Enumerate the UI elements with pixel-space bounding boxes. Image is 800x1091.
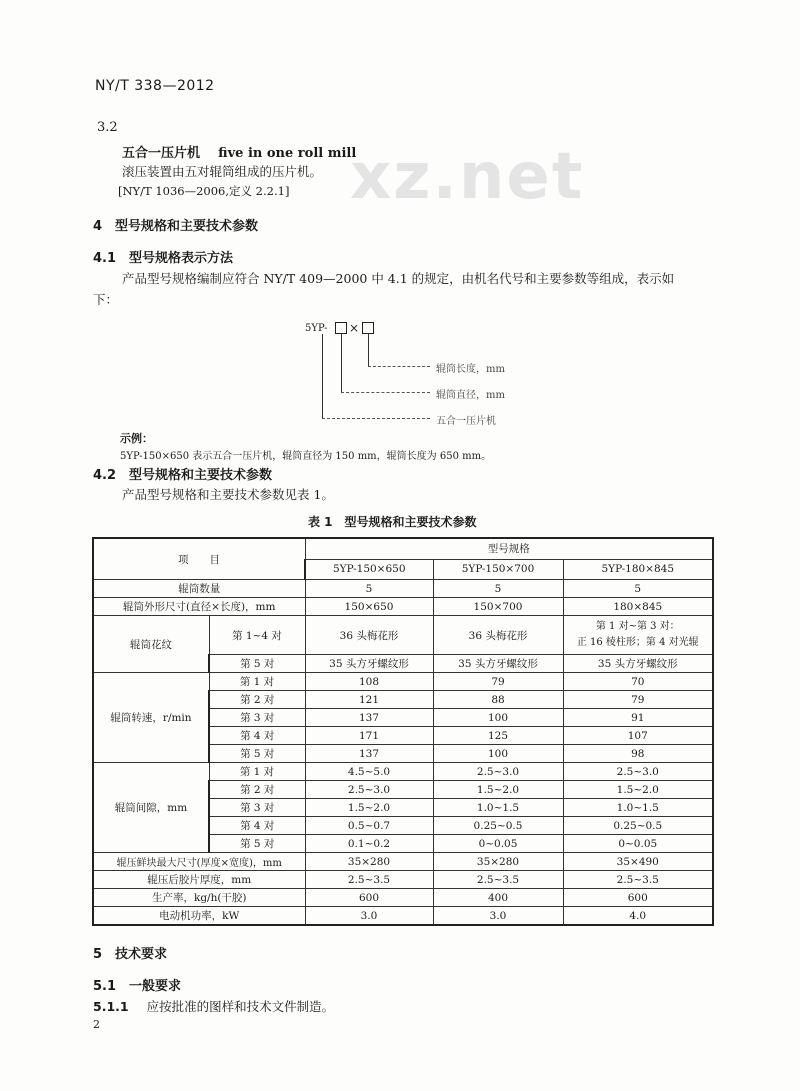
watermark: xz.net bbox=[350, 140, 585, 214]
row-label: 辊筒外形尺寸(直径×长度)，mm bbox=[93, 598, 305, 616]
running-header: NY/T 338—2012 bbox=[95, 78, 215, 94]
table-cell: 5 bbox=[433, 580, 563, 598]
pattern-text-line2: 正 16 棱柱形；第 4 对光辊 bbox=[576, 637, 699, 648]
table-cell: 5 bbox=[563, 580, 713, 598]
header-model-3: 5YP-180×845 bbox=[563, 559, 713, 579]
parameter-box-1 bbox=[335, 322, 347, 334]
row-label: 生产率，kg/h(干胶) bbox=[93, 889, 305, 907]
table-cell: 0~0.05 bbox=[563, 835, 713, 853]
section-4-1-title: 4.1 型号规格表示方法 bbox=[93, 251, 234, 266]
table-cell: 150×650 bbox=[305, 598, 433, 616]
table-cell: 79 bbox=[433, 673, 563, 691]
table-cell: 2.5~3.0 bbox=[433, 763, 563, 781]
table-cell: 0~0.05 bbox=[433, 835, 563, 853]
table-cell: 600 bbox=[563, 889, 713, 907]
table-cell: 35 头方牙螺纹形 bbox=[563, 655, 713, 673]
sub-label: 第 5 对 bbox=[209, 835, 305, 853]
table-cell: 0.5~0.7 bbox=[305, 817, 433, 835]
table-cell: 400 bbox=[433, 889, 563, 907]
sub-label: 第 1 对 bbox=[209, 673, 305, 691]
table-cell: 3.0 bbox=[305, 907, 433, 926]
table-cell: 108 bbox=[305, 673, 433, 691]
table-cell: 0.25~0.5 bbox=[563, 817, 713, 835]
term-chinese: 五合一压片机 bbox=[122, 146, 201, 161]
table-cell: 35×280 bbox=[433, 853, 563, 871]
table-cell: 5 bbox=[305, 580, 433, 598]
table-cell: 2.5~3.0 bbox=[563, 763, 713, 781]
leader-line-1 bbox=[368, 334, 369, 366]
sub-label: 第 3 对 bbox=[209, 799, 305, 817]
table-cell: 0.1~0.2 bbox=[305, 835, 433, 853]
section-5-1-title: 5.1 一般要求 bbox=[93, 979, 182, 994]
sub-label: 第 1~4 对 bbox=[209, 616, 305, 655]
table-cell: 98 bbox=[563, 745, 713, 763]
table-cell: 2.5~3.5 bbox=[305, 871, 433, 889]
table-row bbox=[93, 538, 713, 559]
table-cell: 171 bbox=[305, 727, 433, 745]
label-machine-name: 五合一压片机 bbox=[436, 416, 496, 427]
header-item: 项 目 bbox=[93, 538, 305, 580]
table-cell: 107 bbox=[563, 727, 713, 745]
sub-label: 第 2 对 bbox=[209, 781, 305, 799]
clause-3-2-term bbox=[122, 142, 356, 161]
table-cell: 137 bbox=[305, 709, 433, 727]
table-cell: 36 头梅花形 bbox=[433, 616, 563, 655]
table-cell: 35 头方牙螺纹形 bbox=[305, 655, 433, 673]
leader-line-2 bbox=[341, 334, 342, 392]
table-cell: 35×490 bbox=[563, 853, 713, 871]
table-row bbox=[93, 871, 713, 889]
table-cell: 1.0~1.5 bbox=[433, 799, 563, 817]
row-label: 辊筒转速，r/min bbox=[93, 673, 209, 763]
table-cell: 125 bbox=[433, 727, 563, 745]
example-text: 5YP-150×650 表示五合一压片机，辊筒直径为 150 mm，辊筒长度为 650 mm。 bbox=[120, 451, 492, 462]
table-cell: 1.5~2.0 bbox=[433, 781, 563, 799]
table-cell: 600 bbox=[305, 889, 433, 907]
table-cell bbox=[563, 616, 713, 655]
clause-5-1-1 bbox=[93, 997, 334, 1015]
table-cell: 4.5~5.0 bbox=[305, 763, 433, 781]
row-label: 辊压鲜块最大尺寸(厚度×宽度)，mm bbox=[93, 853, 305, 871]
section-4-1-text-line2: 下： bbox=[93, 292, 119, 307]
table-cell: 91 bbox=[563, 709, 713, 727]
clause-3-2-reference: [NY/T 1036—2006,定义 2.2.1] bbox=[118, 184, 290, 198]
table-cell: 137 bbox=[305, 745, 433, 763]
table-cell: 100 bbox=[433, 709, 563, 727]
sub-label: 第 3 对 bbox=[209, 709, 305, 727]
table-cell: 70 bbox=[563, 673, 713, 691]
table-cell: 2.5~3.5 bbox=[563, 871, 713, 889]
section-5-title: 5 技术要求 bbox=[93, 947, 168, 962]
header-model-group: 型号规格 bbox=[305, 538, 713, 559]
table-row bbox=[93, 907, 713, 926]
clause-3-2-number: 3.2 bbox=[97, 120, 118, 135]
table-cell: 3.0 bbox=[433, 907, 563, 926]
example-title: 示例： bbox=[120, 432, 153, 445]
table-row bbox=[93, 763, 713, 781]
table-cell: 35×280 bbox=[305, 853, 433, 871]
table-row bbox=[93, 616, 713, 655]
label-roll-diameter: 辊筒直径，mm bbox=[436, 390, 505, 401]
leader-line-3 bbox=[322, 334, 323, 418]
row-label: 辊筒间隙，mm bbox=[93, 763, 209, 853]
model-code-prefix: 5YP- bbox=[305, 323, 328, 334]
section-4-1-text-line1: 产品型号规格编制应符合 NY/T 409—2000 中 4.1 的规定，由机名代号和主要参数等组成，表示如 bbox=[122, 271, 675, 286]
parameter-box-2 bbox=[362, 322, 374, 334]
section-4-2-text: 产品型号规格和主要技术参数见表 1。 bbox=[122, 487, 334, 502]
table-cell: 2.5~3.5 bbox=[433, 871, 563, 889]
row-label: 辊压后胶片厚度，mm bbox=[93, 871, 305, 889]
clause-5-1-1-number: 5.1.1 bbox=[93, 999, 129, 1014]
leader-dash-3 bbox=[322, 418, 430, 419]
table-cell: 1.5~2.0 bbox=[563, 781, 713, 799]
times-sign: × bbox=[349, 321, 360, 335]
sub-label: 第 1 对 bbox=[209, 763, 305, 781]
table-row bbox=[93, 889, 713, 907]
table-cell: 0.25~0.5 bbox=[433, 817, 563, 835]
table-cell: 121 bbox=[305, 691, 433, 709]
page-number: 2 bbox=[93, 1018, 100, 1031]
sub-label: 第 5 对 bbox=[209, 655, 305, 673]
table-cell: 150×700 bbox=[433, 598, 563, 616]
table-cell: 180×845 bbox=[563, 598, 713, 616]
sub-label: 第 2 对 bbox=[209, 691, 305, 709]
row-label: 电动机功率，kW bbox=[93, 907, 305, 926]
table-cell: 79 bbox=[563, 691, 713, 709]
clause-5-1-1-text: 应按批准的图样和技术文件制造。 bbox=[146, 999, 335, 1014]
label-roll-length: 辊筒长度，mm bbox=[436, 364, 505, 375]
table-cell: 1.0~1.5 bbox=[563, 799, 713, 817]
header-model-1: 5YP-150×650 bbox=[305, 559, 433, 579]
header-model-2: 5YP-150×700 bbox=[433, 559, 563, 579]
table-cell: 2.5~3.0 bbox=[305, 781, 433, 799]
table-cell: 1.5~2.0 bbox=[305, 799, 433, 817]
sub-label: 第 5 对 bbox=[209, 745, 305, 763]
row-label: 辊筒数量 bbox=[93, 580, 305, 598]
row-label: 辊筒花纹 bbox=[93, 616, 209, 673]
clause-3-2-definition: 滚压装置由五对辊筒组成的压片机。 bbox=[122, 164, 323, 179]
table-cell: 36 头梅花形 bbox=[305, 616, 433, 655]
term-english: five in one roll mill bbox=[218, 146, 357, 161]
table-row bbox=[93, 673, 713, 691]
pattern-text-line1: 第 1 对~第 3 对： bbox=[595, 621, 680, 632]
sub-label: 第 4 对 bbox=[209, 727, 305, 745]
leader-dash-1 bbox=[368, 366, 430, 367]
section-4-title: 4 型号规格和主要技术参数 bbox=[93, 219, 259, 234]
table-cell: 88 bbox=[433, 691, 563, 709]
sub-label: 第 4 对 bbox=[209, 817, 305, 835]
spec-table bbox=[92, 537, 714, 926]
table-row bbox=[93, 853, 713, 871]
table-cell: 100 bbox=[433, 745, 563, 763]
table-row bbox=[93, 598, 713, 616]
table-cell: 4.0 bbox=[563, 907, 713, 926]
table-cell: 35 头方牙螺纹形 bbox=[433, 655, 563, 673]
table-caption: 表 1 型号规格和主要技术参数 bbox=[308, 515, 477, 529]
leader-dash-2 bbox=[341, 392, 430, 393]
section-4-2-title: 4.2 型号规格和主要技术参数 bbox=[93, 468, 273, 483]
table-row bbox=[93, 580, 713, 598]
